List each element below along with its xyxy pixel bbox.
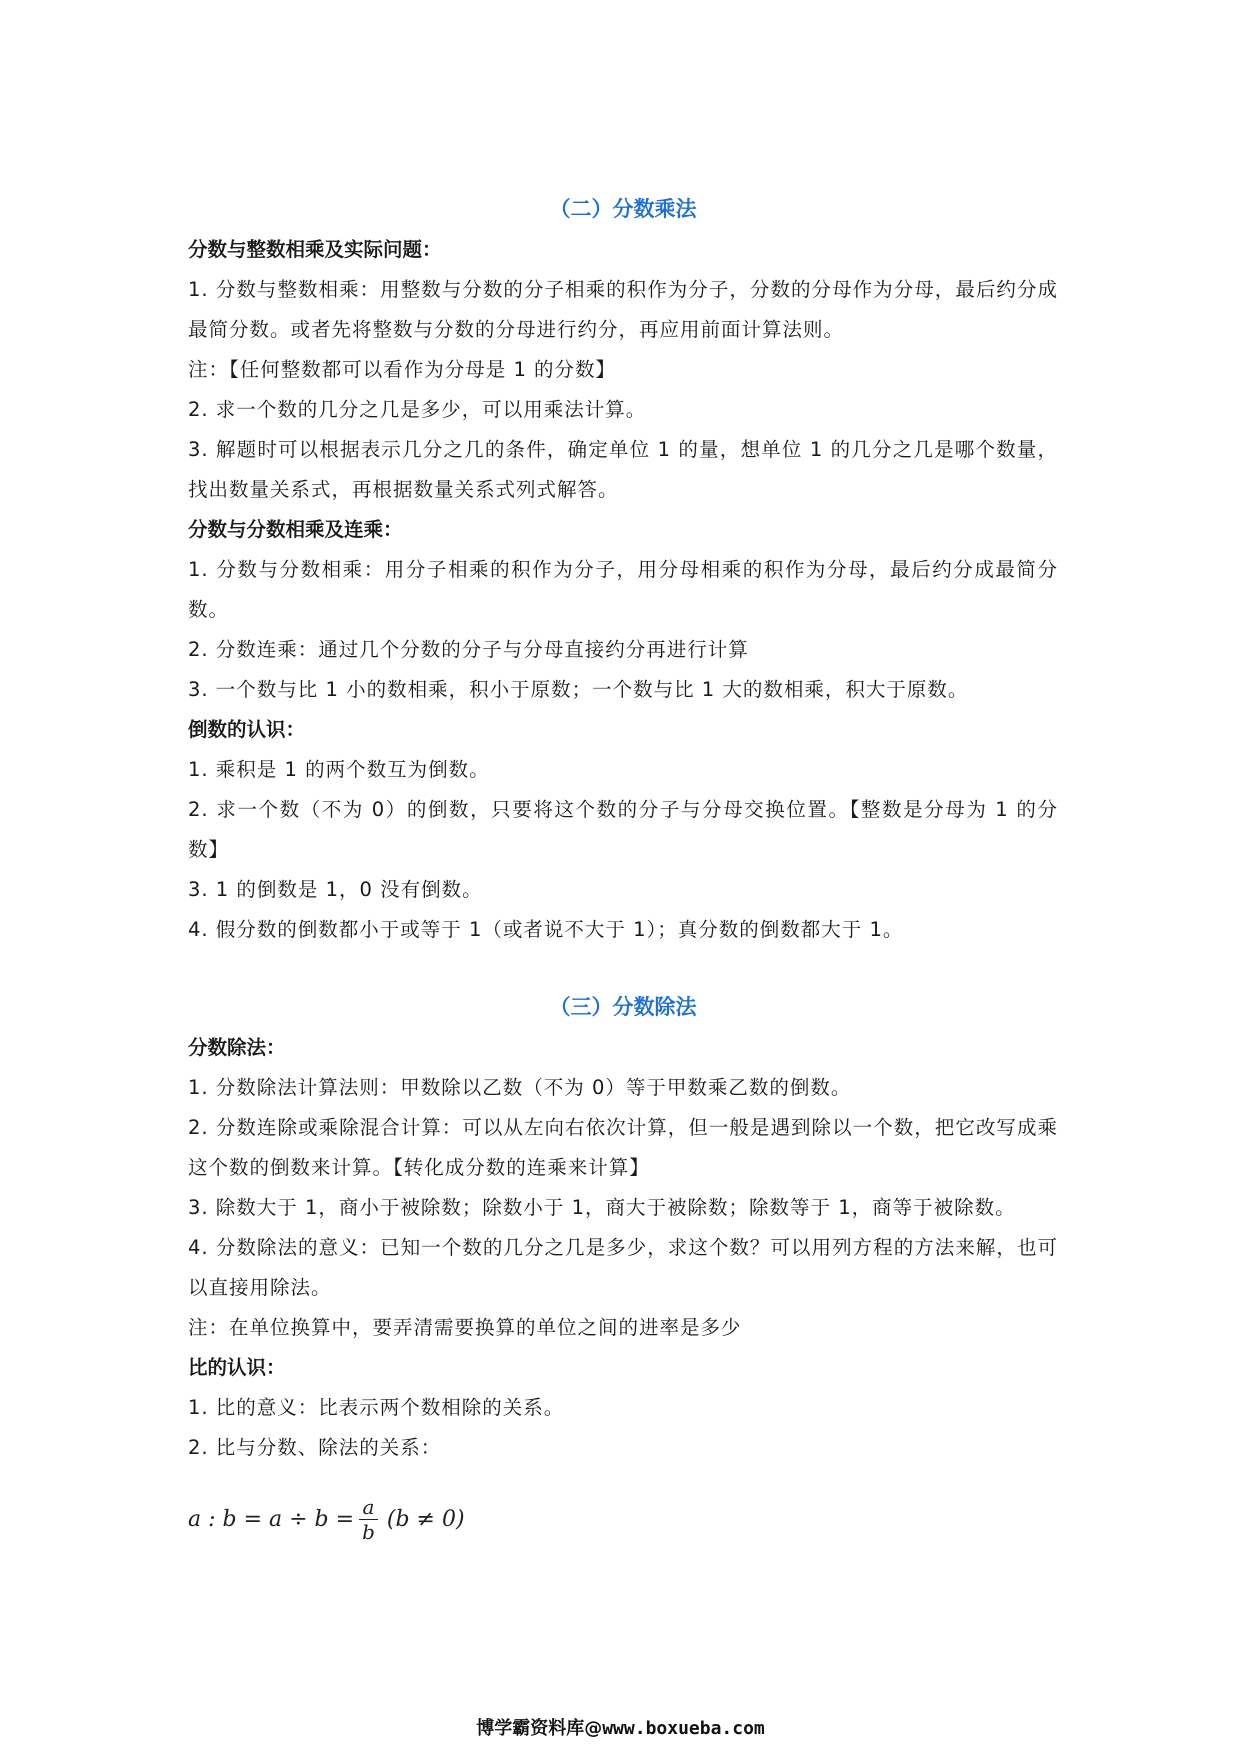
paragraph: 注：【任何整数都可以看作为分母是 1 的分数】 bbox=[188, 358, 617, 381]
paragraph: 3. 解题时可以根据表示几分之几的条件，确定单位 1 的量，想单位 1 的几分之几是哪个数量，找出数量关系式，再根据数量关系式列式解答。 bbox=[188, 438, 1058, 501]
paragraph: 2. 比与分数、除法的关系： bbox=[188, 1436, 442, 1459]
paragraph: 1. 分数除法计算法则：甲数除以乙数（不为 0）等于甲数乘乙数的倒数。 bbox=[188, 1076, 852, 1099]
paragraph: 2. 分数连除或乘除混合计算：可以从左向右依次计算，但一般是遇到除以一个数，把它改写成乘这个数的倒数来计算。【转化成分数的连乘来计算】 bbox=[188, 1116, 1058, 1179]
footer-watermark bbox=[0, 1714, 1241, 1740]
paragraph: 3. 除数大于 1，商小于被除数；除数小于 1，商大于被除数；除数等于 1，商等于被除数。 bbox=[188, 1196, 1016, 1219]
heading-fraction-division: 分数除法： bbox=[188, 1036, 286, 1059]
ratio-formula bbox=[188, 1486, 1058, 1552]
footer-site: www.boxueba.com bbox=[602, 1718, 765, 1739]
paragraph: 1. 乘积是 1 的两个数互为倒数。 bbox=[188, 758, 490, 781]
paragraph: 2. 求一个数（不为 0）的倒数，只要将这个数的分子与分母交换位置。【整数是分母为 1 的分数】 bbox=[188, 798, 1058, 861]
formula-fraction bbox=[358, 1495, 379, 1544]
footer-brand: 博学霸资料库@ bbox=[476, 1718, 603, 1739]
formula-denominator: b bbox=[362, 1519, 375, 1544]
formula-condition: (b ≠ 0) bbox=[386, 1506, 465, 1532]
paragraph: 1. 分数与整数相乘：用整数与分数的分子相乘的积作为分子，分数的分母作为分母，最后约分成最简分数。或者先将整数与分数的分母进行约分，再应用前面计算法则。 bbox=[188, 278, 1058, 341]
section-title-division: （三）分数除法 bbox=[549, 995, 697, 1019]
formula-numerator: a bbox=[359, 1495, 379, 1520]
heading-reciprocal: 倒数的认识： bbox=[188, 718, 306, 741]
paragraph: 1. 比的意义：比表示两个数相除的关系。 bbox=[188, 1396, 565, 1419]
heading-fraction-times-integer: 分数与整数相乘及实际问题： bbox=[188, 238, 442, 261]
formula-lhs: a : b = a ÷ b = bbox=[188, 1506, 355, 1532]
paragraph: 2. 分数连乘：通过几个分数的分子与分母直接约分再进行计算 bbox=[188, 638, 749, 661]
paragraph: 3. 1 的倒数是 1，0 没有倒数。 bbox=[188, 878, 483, 901]
document-page bbox=[188, 188, 1058, 1552]
heading-ratio: 比的认识： bbox=[188, 1356, 286, 1379]
paragraph: 4. 假分数的倒数都小于或等于 1（或者说不大于 1）；真分数的倒数都大于 1。 bbox=[188, 918, 904, 941]
paragraph: 1. 分数与分数相乘：用分子相乘的积作为分子，用分母相乘的积作为分母，最后约分成最简分数。 bbox=[188, 558, 1058, 621]
paragraph: 2. 求一个数的几分之几是多少，可以用乘法计算。 bbox=[188, 398, 647, 421]
paragraph: 3. 一个数与比 1 小的数相乘，积小于原数；一个数与比 1 大的数相乘，积大于原数。 bbox=[188, 678, 969, 701]
section-title-multiplication: （二）分数乘法 bbox=[549, 197, 697, 221]
heading-fraction-times-fraction: 分数与分数相乘及连乘： bbox=[188, 518, 403, 541]
paragraph: 4. 分数除法的意义：已知一个数的几分之几是多少，求这个数？可以用列方程的方法来解，也可以直接用除法。 bbox=[188, 1236, 1058, 1299]
paragraph: 注：在单位换算中，要弄清需要换算的单位之间的进率是多少 bbox=[188, 1316, 742, 1339]
